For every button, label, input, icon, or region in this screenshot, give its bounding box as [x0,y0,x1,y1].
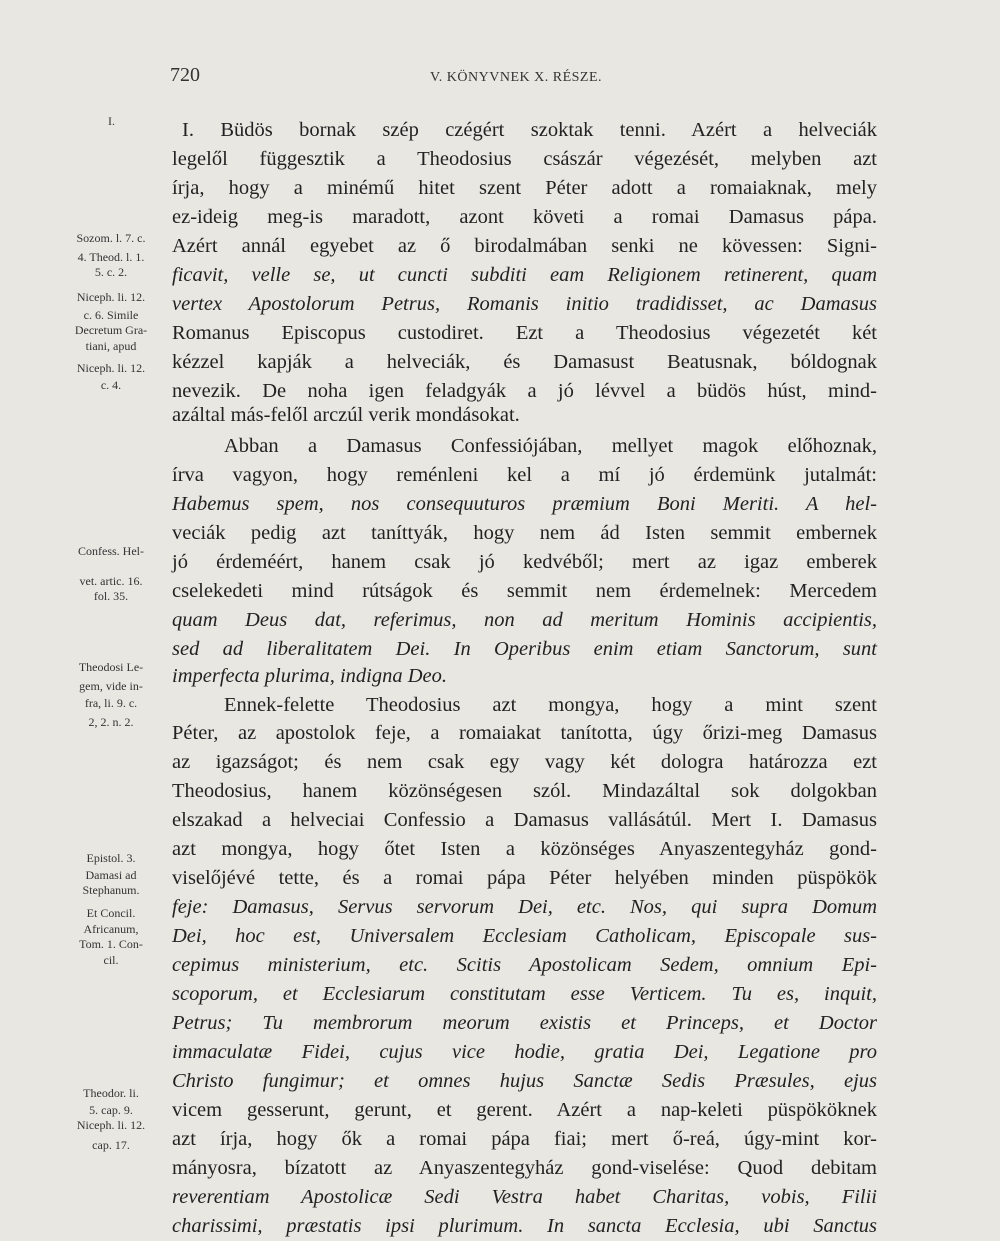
margin-note: fol. 35. [93,589,129,603]
margin-note: Theodor. li. [83,1086,139,1100]
text-line: írva vagyon, hogy reménleni kel a mí jó érdemünk jutalmát: [172,464,877,486]
text-line: vertex Apostolorum Petrus, Romanis initio tradidisset, ac Damasus [172,293,877,315]
margin-note: Et Concil. [86,906,136,920]
text-line: vicem gesserunt, gerunt, et gerent. Azért a nap-keleti püspököknek [172,1099,877,1121]
margin-note: c. 4. [100,378,122,392]
page-number: 720 [170,64,200,86]
margin-note: cap. 17. [92,1138,130,1152]
text-line: imperfecta plurima, indigna Deo. [172,665,448,687]
text-line: Theodosius, hanem közönségesen szól. Mindazáltal sok dolgokban [172,780,877,802]
running-head: V. KÖNYVNEK X. RÉSZE. [430,70,603,85]
text-line: sed ad liberalitatem Dei. In Operibus enim etiam Sanctorum, sunt [172,638,877,660]
text-line: charissimi, præstatis ipsi plurimum. In sancta Ecclesia, ubi Sanctus [172,1215,877,1237]
text-line: írja, hogy a minémű hitet szent Péter adott a romaiaknak, mely [172,177,877,199]
margin-note: tiani, apud [85,339,137,353]
text-line: legelől függesztik a Theodosius császár végezését, melyben azt [172,148,877,170]
text-line: Dei, hoc est, Universalem Ecclesiam Catholicam, Episcopale sus- [172,925,877,947]
text-line: I. Büdös bornak szép czégért szoktak tenni. Azért a helveciák [182,119,877,141]
text-line: kézzel kapják a helveciák, és Damasust Beatusnak, bóldognak [172,351,877,373]
margin-note: gem, vide in- [79,679,143,693]
text-line: cselekedeti mind rútságok és semmit nem érdemelnek: Mercedem [172,580,877,602]
page-header [0,62,1000,92]
text-line: azt mongya, hogy őtet Isten a közönséges Anyaszentegyház gond- [172,838,877,860]
text-line: Péter, az apostolok feje, a romaiakat tanította, úgy őrizi-meg Damasus [172,722,877,744]
margin-note: 2, 2. n. 2. [88,715,134,729]
margin-note: Decretum Gra- [74,323,148,337]
text-line: Christo fungimur; et omnes hujus Sanctæ Sedis Præsules, ejus [172,1070,877,1092]
body-text [172,115,877,1237]
text-line: azt írja, hogy ők a romai pápa fiai; mert ő-reá, úgy-mint kor- [172,1128,877,1150]
margin-notes [55,115,167,1195]
margin-note: Theodosi Le- [78,660,144,674]
text-line: Abban a Damasus Confessiójában, mellyet magok előhoznak, [224,435,877,457]
margin-note: c. 6. Simile [83,308,139,322]
margin-note: 4. Theod. l. 1. [77,250,145,264]
text-line: reverentiam Apostolicæ Sedi Vestra habet Charitas, vobis, Filii [172,1186,877,1208]
margin-note: Tom. 1. Con- [79,937,143,951]
margin-note: Niceph. li. 12. [76,290,146,304]
margin-note: Africanum, [83,922,139,936]
text-line: elszakad a helveciai Confessio a Damasus vallásátúl. Mert I. Damasus [172,809,877,831]
margin-note: I. [108,114,115,128]
text-line: viselőjévé tette, és a romai pápa Péter helyében minden püspökök [172,867,877,889]
text-line: scoporum, et Ecclesiarum constitutam esse Verticem. Tu es, inquit, [172,983,877,1005]
margin-note: Epistol. 3. [86,851,136,865]
text-line: ez-ideig meg-is maradott, azont követi a romai Damasus pápa. [172,206,877,228]
margin-note: Confess. Hel- [78,544,144,558]
text-line: ficavit, velle se, ut cuncti subditi eam Religionem retinerent, quam [172,264,877,286]
text-line: Petrus; Tu membrorum meorum existis et Princeps, et Doctor [172,1012,877,1034]
text-line: feje: Damasus, Servus servorum Dei, etc. Nos, qui supra Domum [172,896,877,918]
margin-note: Damasi ad [85,868,137,882]
margin-note: vet. artic. 16. [79,574,143,588]
text-line: mányosra, bízatott az Anyaszentegyház gond-viselése: Quod debitam [172,1157,877,1179]
margin-note: Sozom. l. 7. c. [76,231,146,245]
text-line: Azért annál egyebet az ő birodalmában senki ne kövessen: Signi- [172,235,877,257]
text-line: az igazságot; és nem csak egy vagy két dologra határozza ezt [172,751,877,773]
text-line: veciák pedig azt taníttyák, hogy nem ád Isten semmit embernek [172,522,877,544]
margin-note: 5. c. 2. [94,265,128,279]
text-line: immaculatæ Fidei, cujus vice hodie, gratia Dei, Legatione pro [172,1041,877,1063]
text-line: Ennek-felette Theodosius azt mongya, hogy a mint szent [224,694,877,716]
text-line: azáltal más-felől arczúl verik mondásokat. [172,404,520,426]
text-line: cepimus ministerium, etc. Scitis Apostolicam Sedem, omnium Epi- [172,954,877,976]
margin-note: Niceph. li. 12. [76,1118,146,1132]
margin-note: 5. cap. 9. [89,1103,133,1117]
text-line: quam Deus dat, referimus, non ad meritum Hominis accipientis, [172,609,877,631]
margin-note: Niceph. li. 12. [76,361,146,375]
text-line: Habemus spem, nos consequuturos præmium Boni Meriti. A hel- [172,493,877,515]
text-line: Romanus Episcopus custodiret. Ezt a Theodosius végezetét két [172,322,877,344]
text-line: nevezik. De noha igen feladgyák a jó lévvel a büdös húst, mind- [172,380,877,402]
margin-note: fra, li. 9. c. [84,696,138,710]
margin-note: cil. [103,953,119,967]
margin-note: Stephanum. [82,883,140,897]
text-line: jó érdeméért, hanem csak jó kedvéből; mert az igaz emberek [172,551,877,573]
